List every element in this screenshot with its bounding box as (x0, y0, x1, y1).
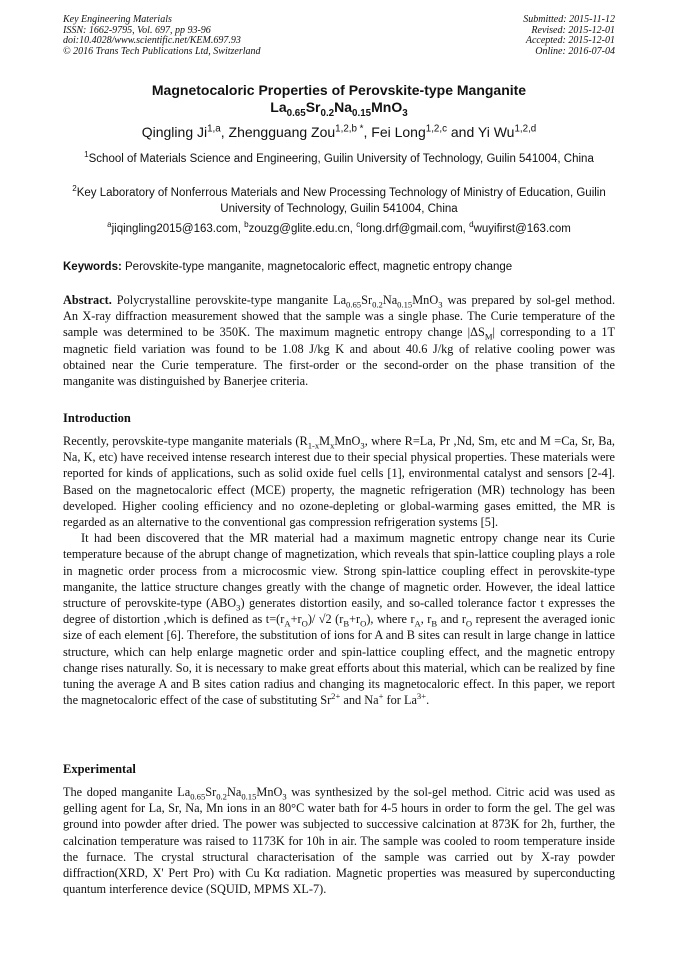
email-link[interactable]: long.drf@gmail.com, (360, 223, 466, 235)
date-revised: Revised: 2015-12-01 (531, 24, 615, 36)
paragraph: Recently, perovskite-type manganite materials ($R_{1-x}M_xMnO_3$, where R=La, Pr ,Nd, Sm, etc and M =Ca, Sr, Ba, Na, K, etc) have received intense research interest due to their special physical properties. These materials were reported for kinds of applications, such as solid oxide fuel cells [1], environmental catalyst and sensors [2-4]. Based on the magnetocaloric effect (MCE) property, the magnetic refrigeration (MR) technology has been developed. Higher cooling efficiency and no ozone-depleting or global-warming gases emitted, the MR is regarded as an alternative to the conventional gas compression refrigeration systems [5]. (63, 434, 615, 530)
email-link[interactable]: jiqingling2015@163.com, (111, 223, 241, 235)
author-1-affil: 1,a (207, 123, 221, 135)
paragraph: It had been discovered that the MR material had a maximum magnetic entropy change near its Curie temperature because of the abrupt change of magnetization, which reveals that spin-lattice coupling plays a role in magnetic order process from a microcosmic view. Strong spin-lattice coupling effect in perovskite-type manganite, the lattice structure changes greatly with the change of magnetic order. However, the ideal lattice structure of perovskite-type $(ABO_3)$ generates distortion easily, and so-called tolerance factor t expresses the degree of distortion ,which is defined as $t=(r_A+r_O)/$ √2 $(r_B+r_O)$, where $r_A$, $r_B$ and $r_O$ represent the averaged ionic size of each element [6]. Therefore, the substitution of ions for A and B sites can result in large change in lattice structure, which can help enlarge magnetic order and spin-lattice coupling effect, and the magnetic entropy change rises naturally. So, it is necessary to make great efforts about this material, which can be realized by fine tuning the average A and B sites cation radius and changing its magnetocaloric effect. In this paper, we report the magnetocaloric effect of the case of substituting $Sr^{2+}$ and Na+ for $La^{3+}$. (63, 531, 616, 708)
date-submitted: Submitted: 2015-11-12 (523, 14, 615, 25)
journal-name: Key Engineering Materials (63, 14, 172, 25)
affiliation-1: $^1$School of Materials Science and Engineering, Guilin University of Technology, Guilin 541004, China (84, 150, 594, 165)
date-online: Online: 2016-07-04 (535, 45, 615, 57)
abstract-label: Abstract. (63, 293, 112, 307)
journal-doi: doi:10.4028/www.scientific.net/KEM.697.93 (63, 35, 241, 47)
author-4: Yi Wu (477, 124, 515, 140)
paper-title (40, 82, 638, 119)
keywords (63, 259, 615, 275)
author-list: Qingling Ji$^{1,a}$, Zhengguang Zou$^{1,2,b *}$, Fei Long$^{1,2,c}$ and Yi Wu$^{1,2,d}$ (141, 123, 537, 140)
author-3: Fei Long (371, 124, 426, 140)
author-4-affil: 1,2,d (514, 123, 537, 135)
email-link[interactable]: wuyifirst@163.com (473, 223, 571, 235)
journal-issn: ISSN: 1662-9795, Vol. 697, pp 93-96 (63, 24, 211, 36)
affiliation-2: $^2$Key Laboratory of Nonferrous Materials and New Processing Technology of Ministry of Education, Guilin University of Technology, Guilin 541004, China (72, 184, 606, 215)
keywords-text: Perovskite-type manganite, magnetocaloric effect, magnetic entropy change (125, 261, 513, 273)
title-line-1: Magnetocaloric Properties of Perovskite-type Manganite (151, 82, 527, 98)
paragraph: The doped manganite $La_{0.65}Sr_{0.2}Na_{0.15}MnO_3$ was synthesized by the sol-gel method. Citric acid was used as gelling agent for La, Sr, Na, Mn ions in an 80°C water bath for 4-5 hours in order to form the gel. The gel was ground into powder after dried. The power was subjected to successive calcination at 873K for 2h, further, the calcination temperature was raised to 1173K for 10h in air. The sample was cooled to room temperature inside the furnace. The crystal structural characterisation of the sample was carried out by X-ray powder diffraction(XRD, X' Pert Pro) with Cu Kα radiation. Magnetic properties was measured by superconducting quantum interference device (SQUID, MPMS XL-7). (63, 785, 615, 897)
author-2: Zhengguang Zou (228, 124, 336, 140)
author-3-affil: 1,2,c (425, 123, 447, 135)
author-emails: $^a$jiqingling2015@163.com, $^b$zouzg@glite.edu.cn, $^c$long.drf@gmail.com, $^d$wuyifirst@163.com (107, 220, 571, 235)
journal-copyright: © 2016 Trans Tech Publications Ltd, Switzerland (63, 45, 261, 57)
introduction-body (63, 433, 615, 708)
email-link[interactable]: zouzg@glite.edu.cn, (248, 223, 353, 235)
abstract: Abstract. Polycrystalline perovskite-type manganite $La_{0.65}Sr_{0.2}Na_{0.15}MnO_3$ was prepared by sol-gel method. An X-ray diffraction measurement showed that the sample was a single phase. The Curie temperature of the sample was determined to be 350K. The maximum magnetic entropy change $|\Delta S_M|$ corresponding to a 1T magnetic field variation was found to be 1.08 J/kg K and about 40.6 J/kg of relative cooling power was obtained near the Curie temperature. The first-order or the second-order on the phase transition of the manganite was distinguished by Banerjee criteria. (63, 293, 616, 389)
journal-header-left (63, 15, 261, 57)
date-accepted: Accepted: 2015-12-01 (525, 35, 615, 47)
author-2-affil: 1,2,b * (335, 123, 364, 135)
section-heading-experimental: Experimental (63, 762, 136, 776)
title-formula: $La_{0.65}Sr_{0.2}Na_{0.15}MnO_3$ (270, 99, 408, 119)
journal-header-right (523, 15, 615, 57)
author-1: Qingling Ji (141, 124, 208, 140)
keywords-label: Keywords: (63, 261, 122, 273)
section-heading-introduction: Introduction (63, 411, 131, 425)
experimental-body (63, 784, 615, 897)
